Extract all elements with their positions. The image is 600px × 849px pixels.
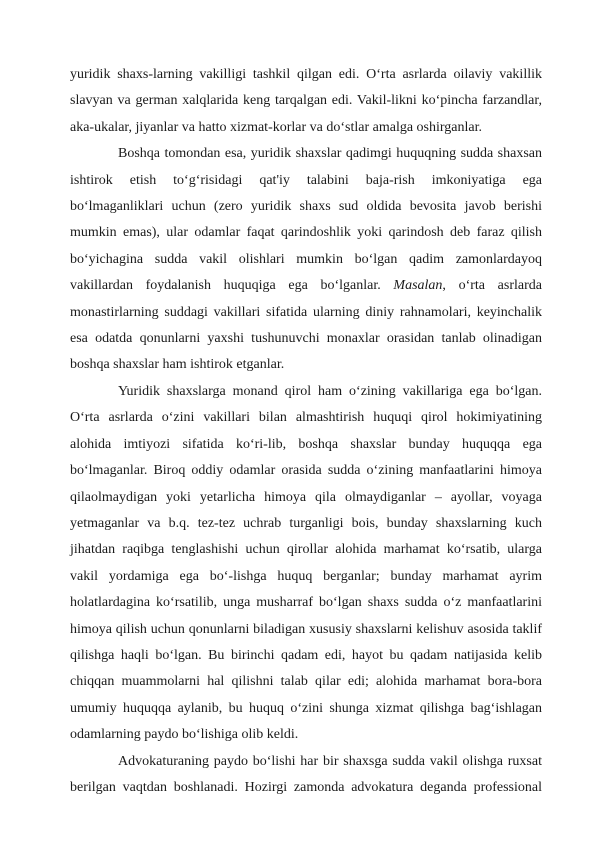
paragraph-2-text-b: , o‘rta asrlarda monastirlarning suddagi vakillari sifatida ularning diniy rahnamolari, keyinchalik esa odatda qonunlarni yaxshi tushunuvchi monaxlar orasidan tanlab olinadigan boshqa shaxslar ham ishtirok etganlar. bbox=[70, 278, 542, 373]
paragraph-4: Advokaturaning paydo bo‘lishi har bir shaxsga sudda vakil olishga ruxsat berilgan vaqtdan boshlanadi. Hozirgi zamonda advokatura deganda professional bbox=[70, 753, 542, 795]
paragraph-2-italic-word: Masalan bbox=[393, 278, 443, 294]
paragraph-2 bbox=[70, 141, 542, 379]
paragraph-1: yuridik shaxs-larning vakilligi tashkil qilgan edi. O‘rta asrlarda oilaviy vakillik slavyan va german xalqlarida keng tarqalgan edi. Vakil-likni ko‘pincha farzandlar, aka-ukalar, jiyanlar va hatto xizmat-korlar va do‘stlar amalga oshirganlar. bbox=[70, 67, 542, 135]
paragraph-2-text-a: Boshqa tomondan esa, yuridik shaxslar qadimgi huquqning sudda shaxsan ishtirok etish to‘g‘risidagi qat'iy talabini baja-rish imkoniyatiga ega bo‘lmaganliklari uchun (zero yuridik shaxs sud oldida bevosita javob berishi mumkin emas), ular odamlar faqat qarindoshlik yoki qarindosh deb faraz qilish bo‘yichagina sudda vakil olishlari mumkin bo‘lgan qadim zamonlardayoq vakillardan foydalanish huquqiga ega bo‘lganlar. bbox=[70, 146, 542, 294]
paragraph-3: Yuridik shaxslarga monand qirol ham o‘zining vakillariga ega bo‘lgan. O‘rta asrlarda o‘zini vakillari bilan almashtirish huquqi qirol hokimiyatining alohida imtiyozi sifatida ko‘ri-lib, boshqa shaxslar bunday huquqqa ega bo‘lmaganlar. Biroq oddiy odamlar orasida sudda o‘zining manfaatlarini himoya qilaolmaydigan yoki yetarlicha himoya qila olmaydiganlar – ayollar, voyaga yetmaganlar va b.q. tez-tez uchrab turganligi bois, bunday shaxslarning kuch jihatdan raqibga tenglashishi uchun qirollar alohida marhamat ko‘rsatib, ularga vakil yordamiga ega bo‘-lishga huquq berganlar; bunday marhamat ayrim holatlardagina ko‘rsatilib, unga musharraf bo‘lgan shaxs sudda o‘z manfaatlarini himoya qilish uchun qonunlarni biladigan xususiy shaxslarni kelishuv asosida taklif qilishga haqli bo‘lgan. Bu birinchi qadam edi, hayot bu qadam natijasida kelib chiqqan muammolarni hal qilishni talab qilar edi; alohida marhamat bora-bora umumiy huquqqa aylanib, bu huquq o‘zini shunga xizmat qilishga bag‘ishlagan odamlarning paydo bo‘lishiga olib keldi. bbox=[70, 383, 542, 743]
